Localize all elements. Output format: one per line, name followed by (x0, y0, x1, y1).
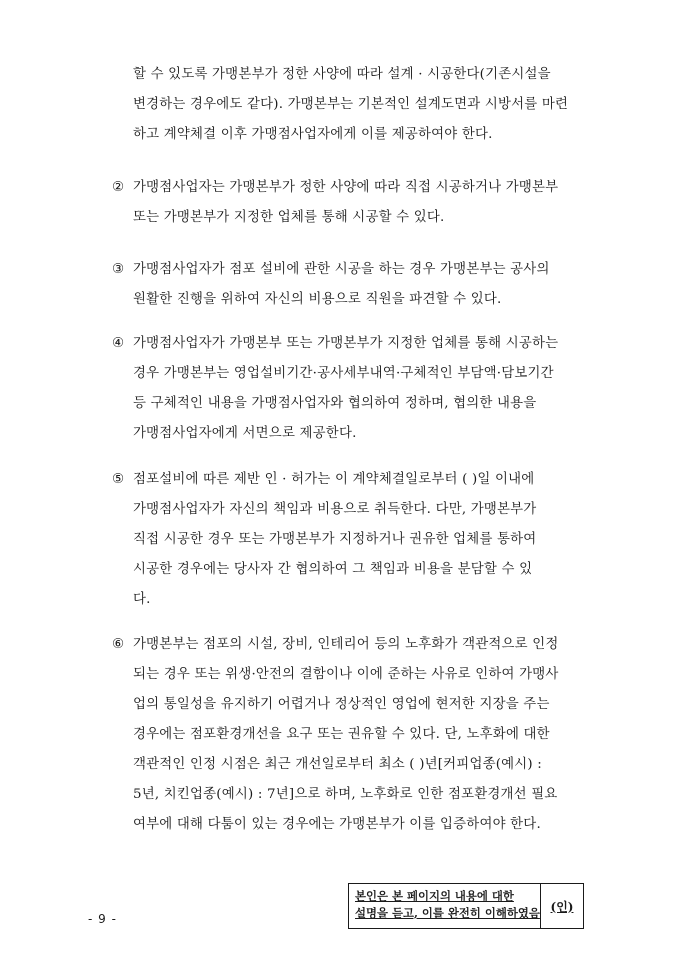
clause-text: 점포설비에 따른 제반 인 · 허가는 이 계약체결일로부터 ( )일 이내에 (133, 472, 535, 487)
clause-6-line: 객관적인 인정 시점은 최근 개선일로부터 최소 ( )년[커피업종(예시) : (133, 757, 543, 772)
clause-5-line (112, 468, 534, 487)
clause-6-line (112, 633, 559, 652)
seal-field[interactable]: (인) (550, 899, 574, 914)
clause-4-line: 가맹점사업자에게 서면으로 제공한다. (133, 426, 357, 441)
clause-6-line: 5년, 치킨업종(예시) : 7년]으로 하며, 노후화로 인한 점포환경개선 필요 (133, 787, 558, 802)
clause-5-line: 가맹점사업자가 자신의 책임과 비용으로 취득한다. 다만, 가맹본부가 (133, 502, 537, 517)
intro-line: 변경하는 경우에도 같다). 가맹본부는 기본적인 설계도면과 시방서를 마련 (133, 97, 569, 112)
clause-4-line (112, 332, 558, 351)
clause-number: ② (112, 180, 125, 195)
clause-3-line: 원활한 진행을 위하여 자신의 비용으로 직원을 파견할 수 있다. (133, 292, 502, 307)
clause-4-line: 등 구체적인 내용을 가맹점사업자와 협의하여 정하며, 협의한 내용을 (133, 396, 537, 411)
confirmation-line: 설명을 듣고, 이를 완전히 이해하였음 (355, 906, 540, 920)
clause-text: 가맹점사업자가 점포 설비에 관한 시공을 하는 경우 가맹본부는 공사의 (133, 262, 550, 277)
clause-6-line: 되는 경우 또는 위생·안전의 결함이나 이에 준하는 사유로 인하여 가맹사 (133, 667, 559, 682)
clause-number: ④ (112, 336, 125, 351)
clause-3-line (112, 258, 550, 277)
clause-text: 가맹점사업자가 가맹본부 또는 가맹본부가 지정한 업체를 통해 시공하는 (133, 336, 559, 351)
clause-number: ⑥ (112, 637, 125, 652)
clause-2-line: 또는 가맹본부가 지정한 업체를 통해 시공할 수 있다. (133, 210, 445, 225)
clause-5-line: 시공한 경우에는 당사자 간 협의하여 그 책임과 비용을 분담할 수 있 (133, 562, 533, 577)
confirmation-statement (349, 884, 541, 928)
clause-5-line: 직접 시공한 경우 또는 가맹본부가 지정하거나 권유한 업체를 통하여 (133, 532, 537, 547)
intro-line: 할 수 있도록 가맹본부가 정한 사양에 따라 설계 · 시공한다(기존시설을 (133, 67, 551, 82)
confirmation-box (348, 883, 584, 929)
clause-number: ③ (112, 262, 125, 277)
page-number: - 9 - (88, 912, 117, 926)
clause-5-line: 다. (133, 592, 151, 607)
clause-6-line: 여부에 대해 다툼이 있는 경우에는 가맹본부가 이를 입증하여야 한다. (133, 817, 541, 832)
clause-4-line: 경우 가맹본부는 영업설비기간·공사세부내역·구체적인 부담액·담보기간 (133, 366, 554, 381)
clause-text: 가맹본부는 점포의 시설, 장비, 인테리어 등의 노후화가 객관적으로 인정 (133, 637, 559, 652)
clause-6-line: 업의 통일성을 유지하기 어렵거나 정상적인 영업에 현저한 지장을 주는 (133, 697, 550, 712)
confirmation-line: 본인은 본 페이지의 내용에 대한 (355, 889, 514, 903)
clause-2-line (112, 176, 558, 195)
clause-6-line: 경우에는 점포환경개선을 요구 또는 권유할 수 있다. 단, 노후화에 대한 (133, 727, 550, 742)
clause-text: 가맹점사업자는 가맹본부가 정한 사양에 따라 직접 시공하거나 가맹본부 (133, 180, 559, 195)
clause-number: ⑤ (112, 472, 125, 487)
intro-line: 하고 계약체결 이후 가맹점사업자에게 이를 제공하여야 한다. (133, 127, 493, 142)
